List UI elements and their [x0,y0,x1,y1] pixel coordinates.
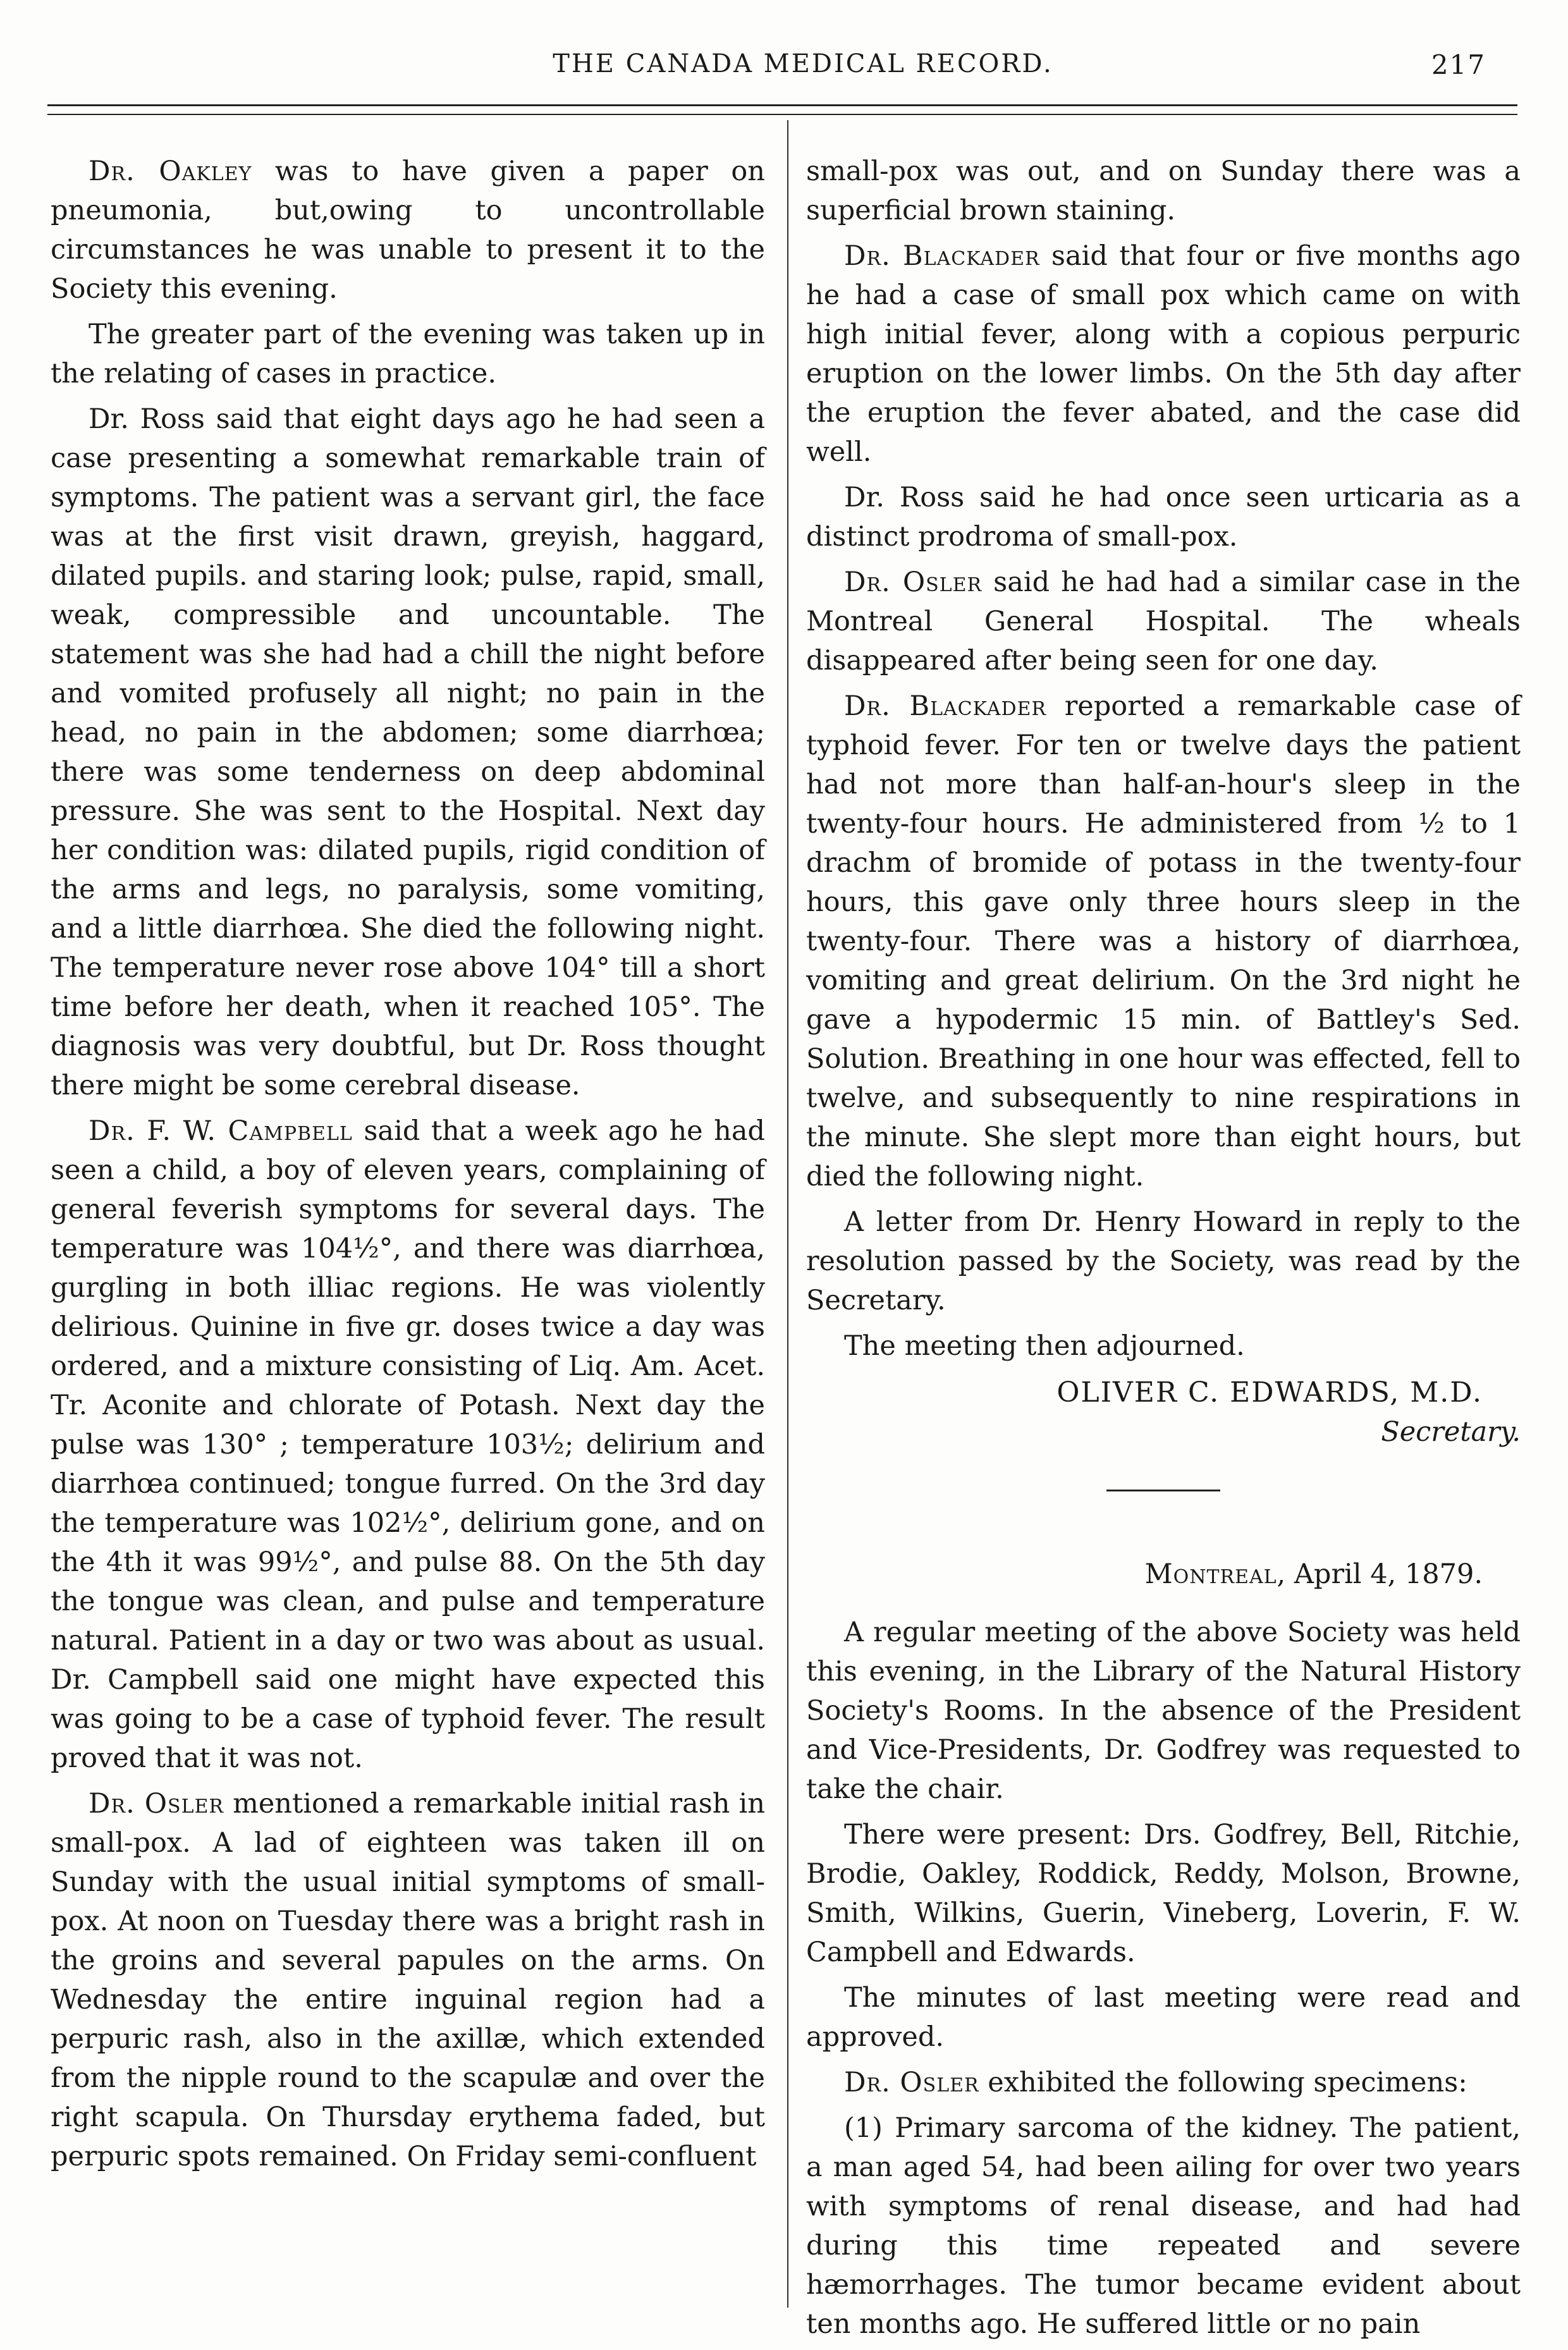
page-header [76,49,1530,100]
paragraph-text: mentioned a remarkable initial rash in small-pox. A lad of eighteen was taken ill on Sunday with the usual initial symptoms of small-pox. At noon on Tuesday there was a bright rash in the groins and several papules on the arms. On Wednesday the entire inguinal region had a perpuric rash, also in the axillæ, which extended from the nipple round to the scapulæ and over the right scapula. On Thursday erythema faded, but perpuric spots remained. On Friday semi-confluent [51,1788,765,2172]
paragraph-text: said he had once seen urticaria as a distinct prodroma of small-pox. [806,482,1521,553]
dateline-place: Montreal [1144,1558,1277,1590]
speaker-name: Dr. F. W. Campbell [89,1115,353,1147]
paragraph [51,1784,765,2176]
paragraph: The greater part of the evening was taken up in the relating of cases in practice. [51,319,765,389]
speaker-name: Dr. Ross [89,403,205,435]
paragraph-text: was to have given a paper on pneumonia, but,owing to uncontrollable circumstances he was unable to present it to the Society this evening. [51,156,766,305]
speaker-name: Dr. Oakley [89,156,252,187]
section-rule [1106,1490,1220,1491]
page-number: 217 [1431,49,1486,80]
header-rule [47,104,1517,106]
signature-name: OLIVER C. EDWARDS, M.D. [1057,1376,1483,1409]
paragraph-text: reported a remarkable case of typhoid fever. For ten or twelve days the patient had not more than half-an-hour's sleep in the twenty-four hours. He administered from ½ to 1 drachm of bromide of potass in the twenty-four hours, this gave only three hours sleep in the twenty-four. There was a history of diarrhœa, vomiting and great delirium. On the 3rd night he gave a hypodermic 15 min. of Battley's Sed. Solution. Breathing in one hour was effected, fell to twelve, and subsequently to nine respirations in the minute. She slept more than eight hours, but died the following night. [806,690,1521,1192]
right-column [806,152,1521,2350]
paragraph [51,152,765,309]
paragraph-text: said he had had a similar case in the Montreal General Hospital. The wheals disappeared after being seen for one day. [806,566,1521,676]
speaker-name: Dr. Osler [89,1788,224,1820]
paragraph: The meeting then adjourned. [844,1330,1245,1362]
paragraph [51,1111,765,1778]
paragraph [806,2063,1521,2102]
paragraph [806,687,1521,1196]
paragraph [806,478,1521,556]
dateline-date: , April 4, 1879. [1277,1558,1483,1590]
paragraph-text: exhibited the following specimens: [979,2067,1467,2098]
signature-title: Secretary. [1381,1416,1521,1448]
paragraph [806,563,1521,680]
paragraph: There were present: Drs. Godfrey, Bell, Ritchie, Brodie, Oakley, Roddick, Reddy, Molson, Browne, Smith, Wilkins, Guerin, Vineberg, Loverin, F. W. Campbell and Edwards. [806,1819,1521,1968]
speaker-name: Dr. Osler [844,2067,979,2098]
paragraph: small-pox was out, and on Sunday there was a superficial brown staining. [806,156,1521,226]
paragraph: A regular meeting of the above Society was held this evening, in the Library of the Natural History Society's Rooms. In the absence of the President and Vice-Presidents, Dr. Godfrey was requested to take the chair. [806,1617,1521,1805]
speaker-name: Dr. Osler [844,566,983,598]
paragraph [806,236,1521,472]
running-title: THE CANADA MEDICAL RECORD. [553,49,1053,78]
paragraph: The minutes of last meeting were read and approved. [806,1982,1521,2053]
paragraph: (1) Primary sarcoma of the kidney. The patient, a man aged 54, had been ailing for over two years with symptoms of renal disease, and had had during this time repeated and severe hæmorrhages. The tumor became evident about ten months ago. He suffered little or no pain [806,2112,1521,2340]
paragraph-text: said that a week ago he had seen a child, a boy of eleven years, complaining of general feverish symptoms for several days. The temperature was 104½°, and there was diarrhœa, gurgling in both illiac regions. He was violently delirious. Quinine in five gr. doses twice a day was ordered, and a mixture consisting of Liq. Am. Acet. Tr. Aconite and chlorate of Potash. Next day the pulse was 130° ; temperature 103½; delirium and diarrhœa continued; tongue furred. On the 3rd day the temperature was 102½°, delirium gone, and on the 4th it was 99½°, and pulse 88. On the 5th day the tongue was clean, and pulse and temperature natural. Patient in a day or two was about as usual. Dr. Campbell said one might have expected this was going to be a case of typhoid fever. The result proved that it was not. [51,1115,765,1774]
paragraph [51,400,765,1105]
paragraph-text: said that four or five months ago he had a case of small pox which came on with high initial fever, along with a copious perpuric eruption on the lower limbs. On the 5th day after the eruption the fever abated, and the case did well. [806,240,1521,468]
column-divider [787,120,788,2308]
header-rule-thin [47,114,1517,115]
speaker-name: Dr. Ross [844,482,965,513]
speaker-name: Dr. Blackader [844,690,1047,722]
left-column [51,152,765,2182]
dateline [806,1555,1483,1594]
paragraph-text: said that eight days ago he had seen a case presenting a somewhat remarkable train of symptoms. The patient was a servant girl, the face was at the first visit drawn, greyish, haggard, dilated pupils. and staring look; pulse, rapid, small, weak, compressible and uncountable. The statement was she had had a chill the night before and vomited profusely all night; no pain in the head, no pain in the abdomen; some diarrhœa; there was some tenderness on deep abdominal pressure. She was sent to the Hospital. Next day her condition was: dilated pupils, rigid condition of the arms and legs, no paralysis, some vomiting, and a little diarrhœa. She died the following night. The temperature never rose above 104° till a short time before her death, when it reached 105°. The diagnosis was very doubtful, but Dr. Ross thought there might be some cerebral disease. [51,403,765,1101]
speaker-name: Dr. Blackader [844,240,1040,272]
paragraph: A letter from Dr. Henry Howard in reply to the resolution passed by the Society, was read by the Secretary. [806,1206,1521,1316]
